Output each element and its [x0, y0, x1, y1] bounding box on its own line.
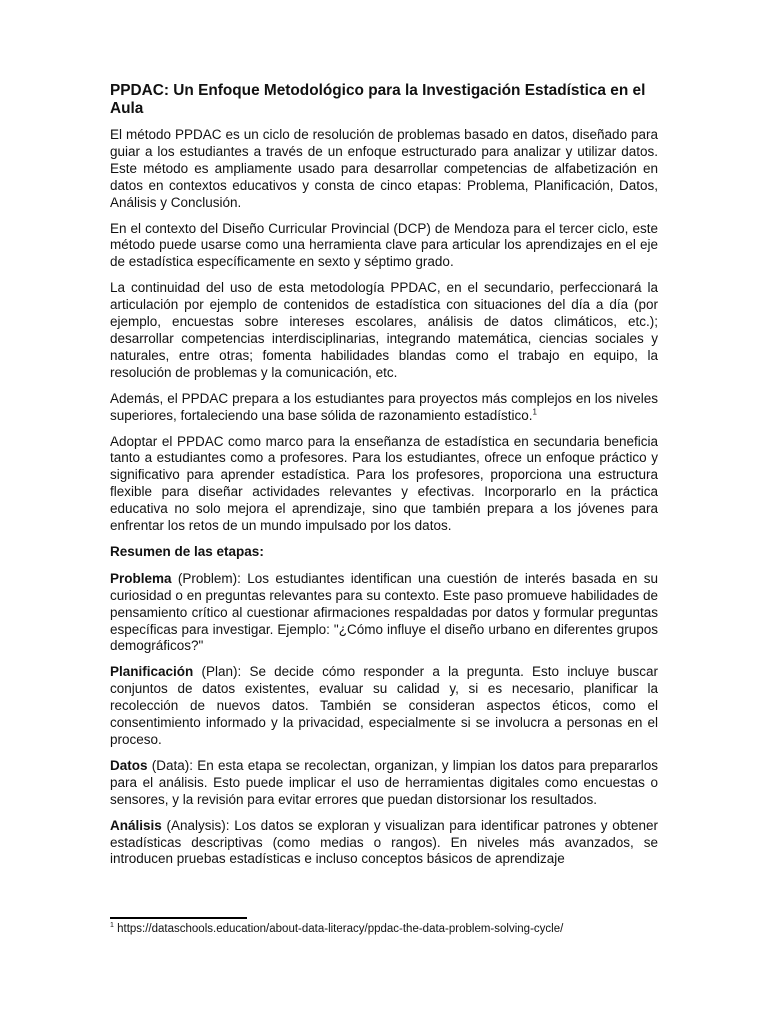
stage-term: Datos: [110, 757, 148, 773]
stage-term: Planificación: [110, 664, 194, 680]
footnote-marker: 1: [110, 922, 114, 930]
footnote-url: https://dataschools.education/about-data-literacy/ppdac-the-data-problem-solving-cycle/: [113, 923, 564, 935]
intro-paragraph: El método PPDAC es un ciclo de resolución de problemas basado en datos, diseñado para guiar a los estudiantes a través de un enfoque estructurado para analizar y utilizar datos. Este método es ampliamente usado para desarrollar competencias de alfabetización en datos en contextos educativos y consta de cinco etapas: Problema, Planificación, Datos, Análisis y Conclusión.: [110, 127, 658, 210]
stage-planificacion: [110, 664, 658, 749]
stage-term: Problema: [110, 570, 172, 586]
footnote: [110, 922, 563, 936]
stage-analisis: [110, 818, 658, 869]
preparation-text: Además, el PPDAC prepara a los estudiantes para proyectos más complejos en los niveles superiores, fortaleciendo una base sólida de razonamiento estadístico.: [110, 390, 658, 423]
stage-problema: [110, 571, 658, 656]
stage-term: Análisis: [110, 817, 162, 833]
document-page: [110, 82, 658, 877]
document-title: PPDAC: Un Enfoque Metodológico para la Investigación Estadística en el Aula: [110, 82, 646, 117]
preparation-paragraph: [110, 391, 658, 425]
stage-text: (Plan): Se decide cómo responder a la pregunta. Esto incluye buscar conjuntos de datos existentes, evaluar su calidad y, si es necesario, planificar la recolección de nuevos datos. También se consideran aspectos éticos, como el consentimiento informado y la privacidad, especialmente si se involucra a personas en el proceso.: [110, 664, 658, 747]
summary-heading: Resumen de las etapas:: [110, 543, 264, 559]
footnote-reference: 1: [532, 407, 537, 417]
stage-text: (Analysis): Los datos se exploran y visualizan para identificar patrones y obtener estadísticas descriptivas (como medias o rangos). En niveles más avanzados, se introducen pruebas estadísticas e incluso conceptos básicos de aprendizaje: [110, 817, 658, 867]
context-paragraph: En el contexto del Diseño Curricular Provincial (DCP) de Mendoza para el tercer ciclo, este método puede usarse como una herramienta clave para articular los aprendizajes en el eje de estadística específicamente en sexto y séptimo grado.: [110, 220, 658, 270]
stage-text: (Data): En esta etapa se recolectan, organizan, y limpian los datos para prepararlos para el análisis. Esto puede implicar el uso de herramientas digitales como encuestas o sensores, y la revisión para evitar errores que puedan distorsionar los resultados.: [110, 757, 658, 807]
continuity-paragraph: La continuidad del uso de esta metodología PPDAC, en el secundario, perfeccionará la articulación por ejemplo de contenidos de estadística con situaciones del día a día (por ejemplo, encuestas sobre intereses escolares, análisis de datos climáticos, etc.); desarrollar competencias interdisciplinarias, integrando matemática, ciencias sociales y naturales, entre otras; fomenta habilidades blandas como el trabajo en equipo, la resolución de problemas y la comunicación, etc.: [110, 280, 658, 380]
stage-datos: [110, 758, 658, 809]
adoption-paragraph: Adoptar el PPDAC como marco para la enseñanza de estadística en secundaria beneficia tanto a estudiantes como a profesores. Para los estudiantes, ofrece un enfoque práctico y significativo para aprender estadística. Para los profesores, proporciona una estructura flexible para diseñar actividades relevantes y efectivas. Incorporarlo en la práctica educativa no solo mejora el aprendizaje, sino que también prepara a los jóvenes para enfrentar los retos de un mundo impulsado por los datos.: [110, 433, 658, 534]
footnote-divider: [110, 917, 247, 919]
stage-text: (Problem): Los estudiantes identifican una cuestión de interés basada en su curiosidad o en preguntas relevantes para su contexto. Este paso promueve habilidades de pensamiento crítico al cuestionar afirmaciones respaldadas por datos y formular preguntas específicas para investigar. Ejemplo: "¿Cómo influye el diseño urbano en diferentes grupos demográficos?": [110, 570, 658, 654]
